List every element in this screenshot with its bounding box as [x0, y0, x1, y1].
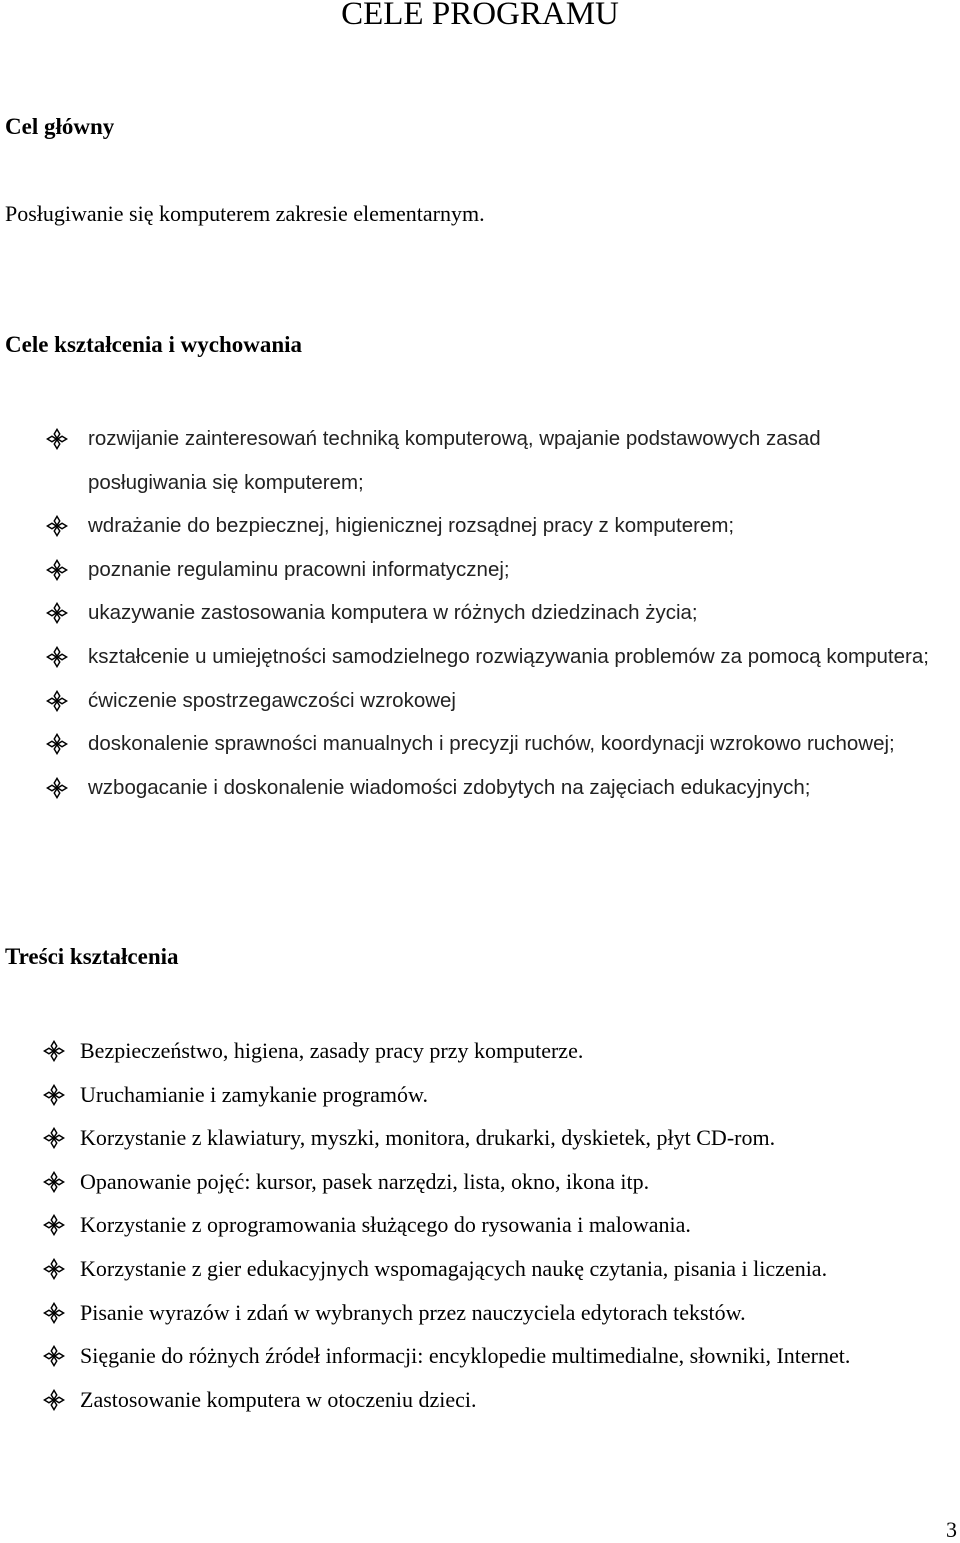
education-goals-heading: Cele kształcenia i wychowania: [5, 332, 303, 357]
list-item: [0, 1334, 945, 1378]
list-item-text: Uruchamianie i zamykanie programów.: [80, 1081, 428, 1107]
page-number: 3: [946, 1517, 957, 1542]
list-item: [0, 591, 930, 635]
list-item: [0, 1378, 945, 1422]
list-item: [0, 1029, 945, 1073]
list-item-text: ukazywanie zastosowania komputera w różnych dziedzinach życia;: [88, 601, 698, 625]
list-item-text: Bezpieczeństwo, higiena, zasady pracy przy komputerze.: [80, 1038, 584, 1063]
four-diamond-bullet-icon: [43, 1258, 65, 1280]
list-item: [0, 679, 930, 723]
list-item-text: Korzystanie z gier edukacyjnych wspomagających naukę czytania, pisania i liczenia.: [80, 1255, 828, 1281]
main-goal-text: Posługiwanie się komputerem zakresie elementarnym.: [5, 201, 485, 226]
four-diamond-bullet-icon: [43, 1040, 65, 1062]
four-diamond-bullet-icon: [46, 690, 68, 712]
list-item: [0, 504, 930, 548]
four-diamond-bullet-icon: [46, 515, 68, 537]
list-item-text: Zastosowanie komputera w otoczeniu dzieci.: [80, 1386, 477, 1412]
list-item-text: Korzystanie z klawiatury, myszki, monitora, drukarki, dyskietek, płyt CD-rom.: [80, 1125, 776, 1151]
four-diamond-bullet-icon: [46, 733, 68, 755]
four-diamond-bullet-icon: [43, 1171, 65, 1193]
list-item-text: poznanie regulaminu pracowni informatycznej;: [88, 557, 510, 581]
list-item-text: rozwijanie zainteresowań techniką komputerową, wpajanie podstawowych zasad posługiwania się komputerem;: [88, 427, 821, 494]
list-item: [0, 1291, 945, 1335]
education-content-list: [0, 1029, 945, 1421]
list-item-text: ćwiczenie spostrzegawczości wzrokowej: [88, 688, 456, 712]
list-item-text: wdrażanie do bezpiecznej, higienicznej rozsądnej pracy z komputerem;: [88, 514, 735, 538]
education-content-heading: Treści kształcenia: [5, 944, 179, 969]
four-diamond-bullet-icon: [43, 1084, 65, 1106]
list-item: [0, 1247, 945, 1291]
list-item-text: Korzystanie z oprogramowania służącego do rysowania i malowania.: [80, 1212, 691, 1238]
list-item: [0, 1073, 945, 1117]
four-diamond-bullet-icon: [46, 602, 68, 624]
list-item: [0, 1160, 945, 1204]
four-diamond-bullet-icon: [43, 1127, 65, 1149]
list-item-text: doskonalenie sprawności manualnych i precyzji ruchów, koordynacji wzrokowo ruchowej;: [88, 732, 895, 756]
list-item: [0, 722, 930, 766]
list-item: [0, 635, 930, 679]
list-item: [0, 417, 930, 504]
four-diamond-bullet-icon: [43, 1345, 65, 1367]
education-goals-list: [0, 417, 930, 809]
list-item-text: Pisanie wyrazów i zdań w wybranych przez nauczyciela edytorach tekstów.: [80, 1299, 746, 1325]
four-diamond-bullet-icon: [46, 559, 68, 581]
list-item-text: Sięganie do różnych źródeł informacji: encyklopedie multimedialne, słowniki, Internet.: [80, 1343, 851, 1369]
four-diamond-bullet-icon: [46, 646, 68, 668]
list-item: [0, 1203, 945, 1247]
page-title: CELE PROGRAMU: [341, 0, 619, 32]
four-diamond-bullet-icon: [43, 1389, 65, 1411]
four-diamond-bullet-icon: [43, 1214, 65, 1236]
list-item-text: kształcenie u umiejętności samodzielnego rozwiązywania problemów za pomocą komputera;: [88, 644, 929, 668]
four-diamond-bullet-icon: [46, 777, 68, 799]
list-item-text: Opanowanie pojęć: kursor, pasek narzędzi, lista, okno, ikona itp.: [80, 1168, 650, 1194]
list-item: [0, 1116, 945, 1160]
main-goal-heading: Cel główny: [5, 114, 115, 139]
four-diamond-bullet-icon: [46, 428, 68, 450]
list-item-text: wzbogacanie i doskonalenie wiadomości zdobytych na zajęciach edukacyjnych;: [88, 775, 811, 799]
list-item: [0, 766, 930, 810]
list-item: [0, 548, 930, 592]
four-diamond-bullet-icon: [43, 1302, 65, 1324]
